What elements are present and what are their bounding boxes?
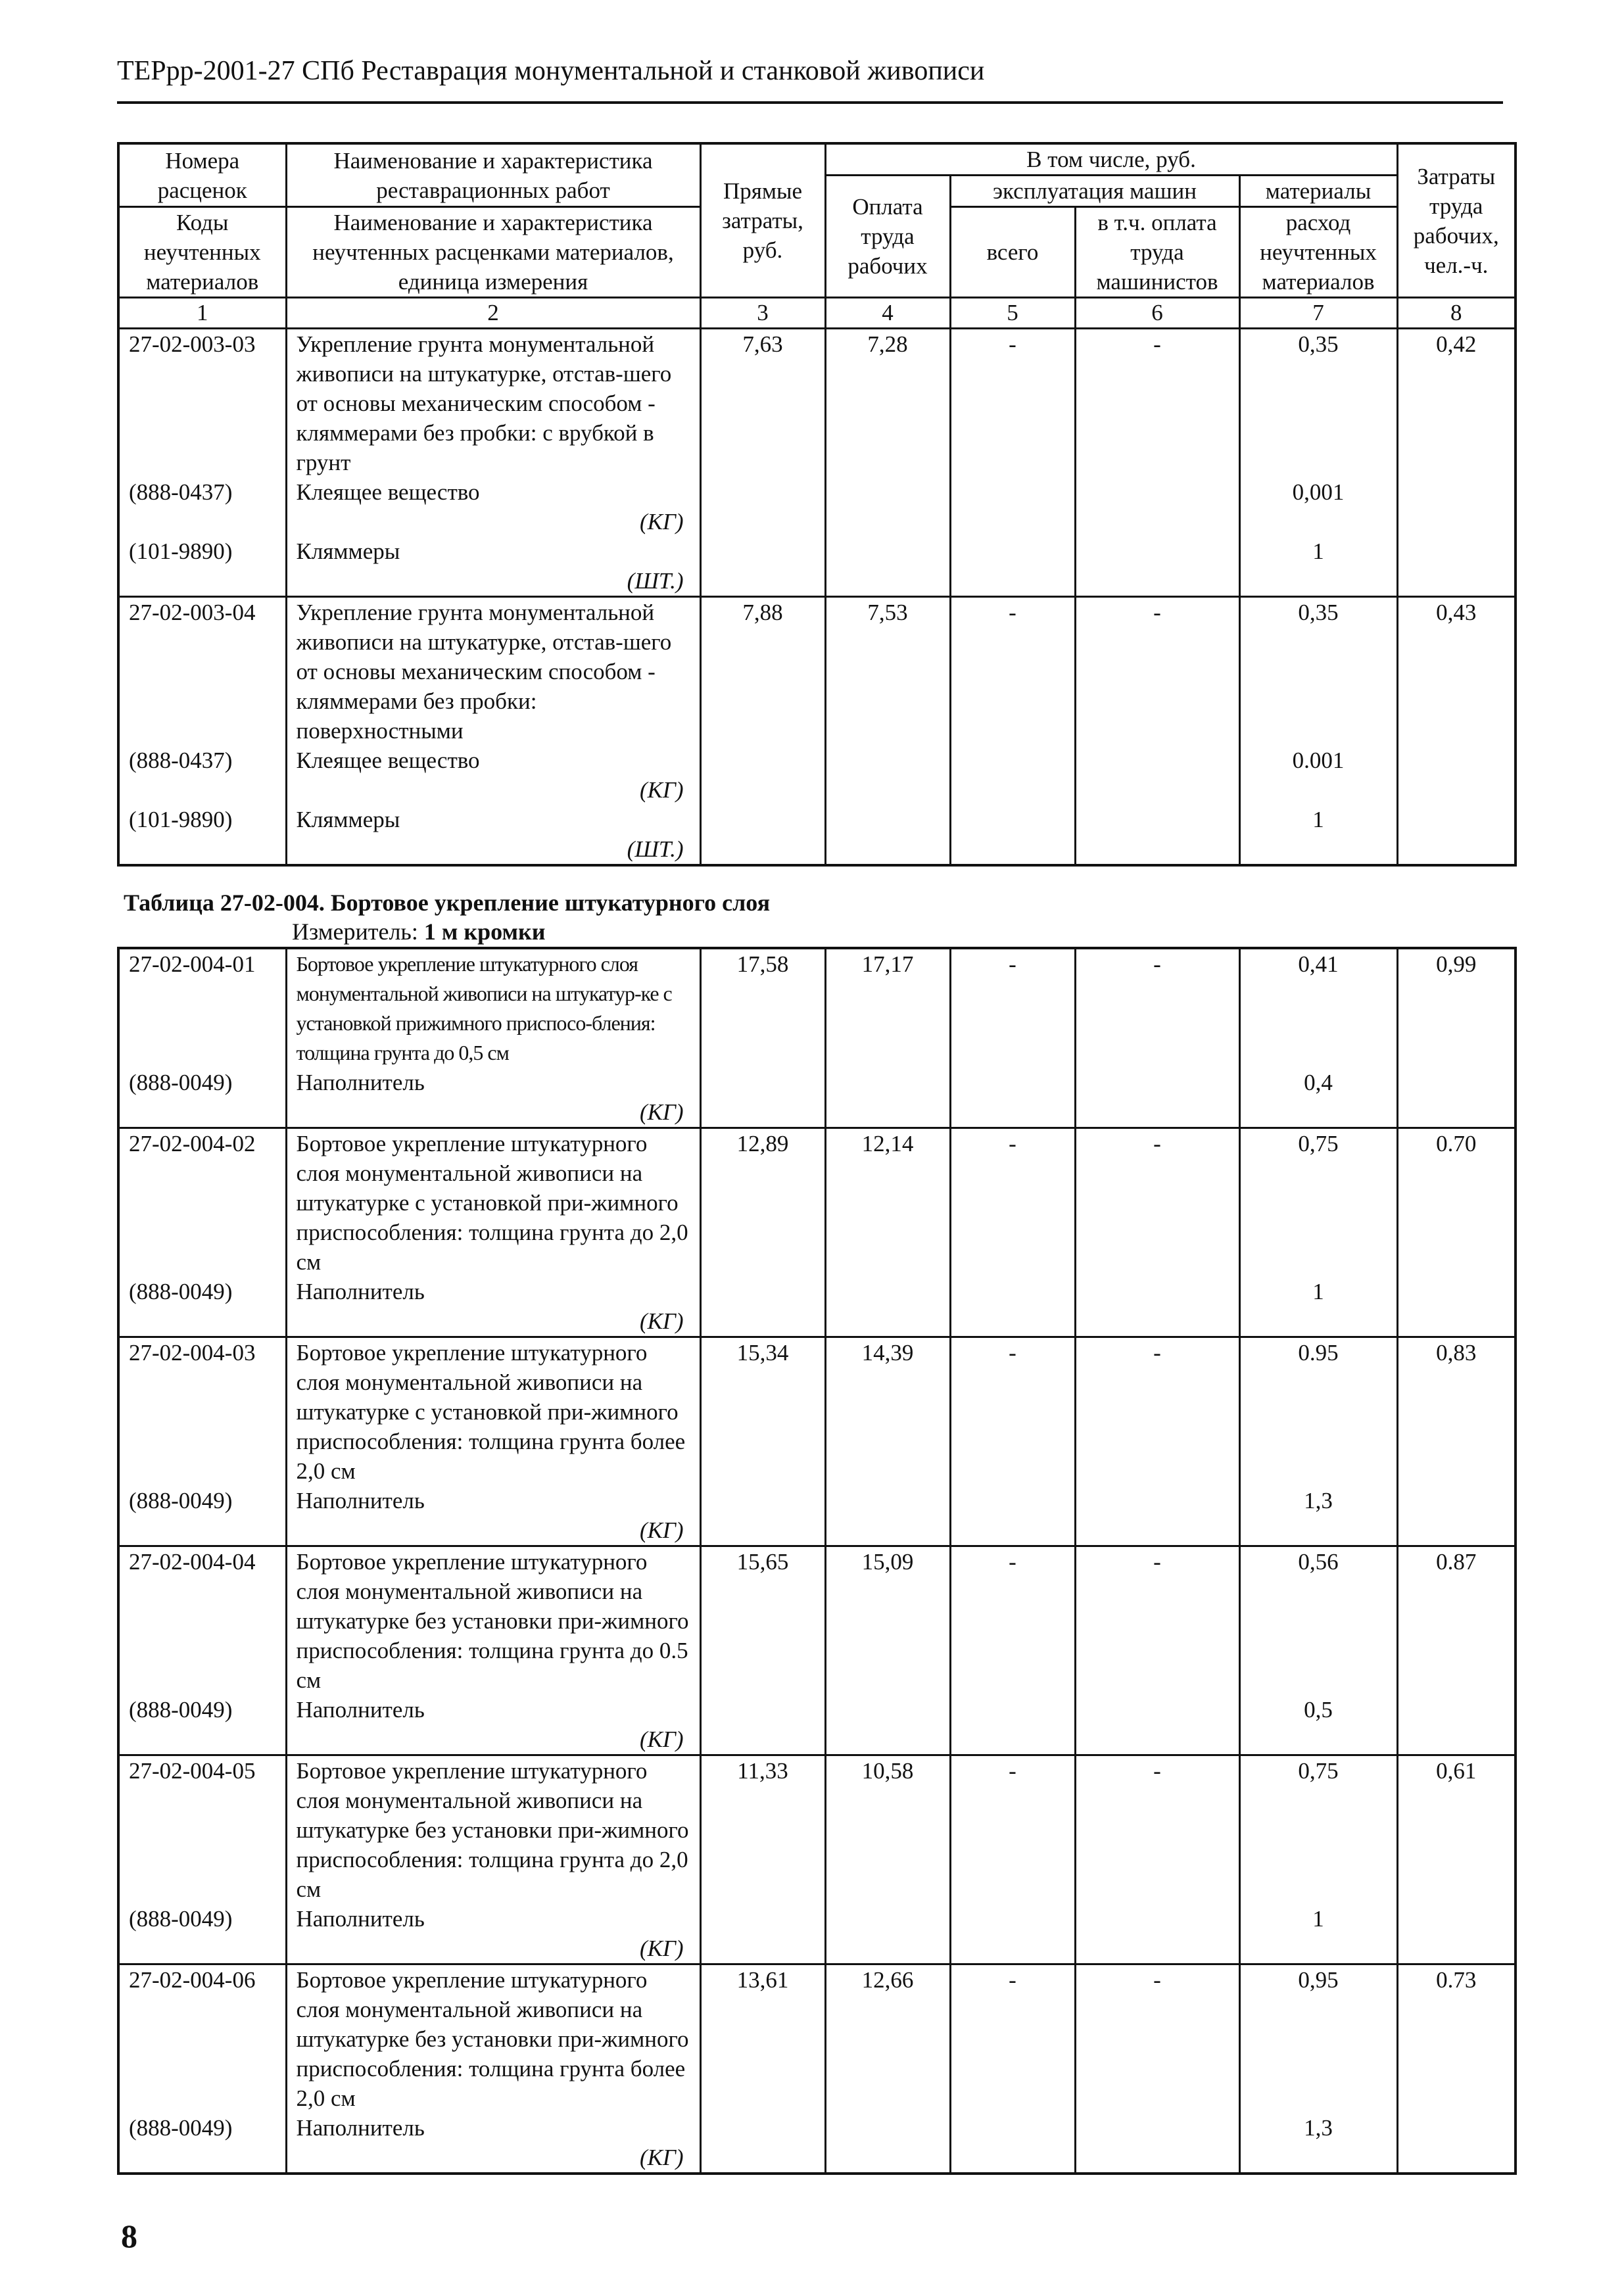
- rate-code: 27-02-004-03: [118, 1337, 286, 1487]
- labor-hours: 0.73: [1397, 1964, 1516, 2114]
- table2-title: Таблица 27-02-004. Бортовое укрепление штукатурного слоя: [124, 890, 771, 916]
- material-code: (888-0049): [118, 1695, 286, 1755]
- empty-cell: [1075, 746, 1239, 805]
- material-name: Кляммеры: [296, 538, 400, 564]
- material-qty: 1,3: [1239, 1486, 1397, 1546]
- materials-cost: 0,95: [1239, 1964, 1397, 2114]
- material-code: (888-0437): [118, 477, 286, 536]
- col-group-including: В том числе, руб.: [825, 143, 1397, 176]
- empty-cell: [1075, 1904, 1239, 1964]
- empty-cell: [950, 746, 1075, 805]
- rate-description: Бортовое укрепление штукатурного слоя монументальной живописи на штукатурке с установкой при-жимного приспособления: толщина грунта более 2,0 см: [286, 1337, 700, 1487]
- col-machines-total: всего: [950, 207, 1075, 298]
- labor-hours: 0,61: [1397, 1755, 1516, 1905]
- material-row: [118, 1277, 1516, 1337]
- rate-description: Бортовое укрепление штукатурного слоя монументальной живописи на штукатурке без установки при-жимного приспособления: толщина грунта до 2,0 см: [286, 1755, 700, 1905]
- rate-code: 27-02-004-05: [118, 1755, 286, 1905]
- material-code: (101-9890): [118, 805, 286, 865]
- empty-cell: [950, 1068, 1075, 1128]
- material-row: [118, 1695, 1516, 1755]
- measure-value: 1 м кромки: [423, 918, 546, 945]
- direct-costs: 7,63: [700, 329, 825, 478]
- col-materials: материалы: [1239, 176, 1397, 207]
- empty-cell: [700, 477, 825, 536]
- empty-cell: [1075, 477, 1239, 536]
- labor-hours: 0,43: [1397, 597, 1516, 746]
- col-direct-costs: Прямые затраты, руб.: [700, 143, 825, 298]
- material-name: Наполнитель: [296, 1697, 425, 1723]
- table1-body: [118, 329, 1516, 866]
- col-labor-hours: Затраты труда рабочих, чел.-ч.: [1397, 143, 1516, 298]
- materials-cost: 0,56: [1239, 1546, 1397, 1696]
- empty-cell: [700, 1277, 825, 1337]
- empty-cell: [1397, 746, 1516, 805]
- material-name-cell: [286, 1277, 700, 1337]
- rates-table: [117, 142, 1517, 867]
- worker-pay: 15,09: [825, 1546, 950, 1696]
- table2-measure: [292, 916, 545, 947]
- machinist-pay: -: [1075, 1546, 1239, 1696]
- empty-cell: [825, 1277, 950, 1337]
- labor-hours: 0,83: [1397, 1337, 1516, 1487]
- machines-total: -: [950, 1755, 1075, 1905]
- material-name-cell: [286, 1904, 700, 1964]
- machines-total: -: [950, 1546, 1075, 1696]
- machinist-pay: -: [1075, 1337, 1239, 1487]
- empty-cell: [825, 1486, 950, 1546]
- material-code: (888-0049): [118, 1277, 286, 1337]
- empty-cell: [700, 805, 825, 865]
- material-unit: (КГ): [640, 1099, 684, 1125]
- empty-cell: [950, 1695, 1075, 1755]
- rate-code: 27-02-004-02: [118, 1128, 286, 1277]
- material-name: Клеящее вещество: [296, 479, 480, 505]
- rate-row: [118, 1755, 1516, 1905]
- page-header-title: ТЕРрр-2001-27 СПб Реставрация монументальной и станковой живописи: [117, 56, 985, 86]
- material-unit: (КГ): [640, 1517, 684, 1543]
- col-number: 3: [700, 298, 825, 329]
- empty-cell: [825, 477, 950, 536]
- empty-cell: [825, 1695, 950, 1755]
- material-name-cell: [286, 2113, 700, 2174]
- rate-description: Бортовое укрепление штукатурного слоя монументальной живописи на штукатурке с установкой при-жимного приспособления: толщина грунта до 2,0 см: [286, 1128, 700, 1277]
- col-material-names: Наименование и характеристика неучтенных расценками материалов, единица измерения: [286, 207, 700, 298]
- rates-table-2: [117, 947, 1517, 2175]
- material-unit: (КГ): [640, 1726, 684, 1752]
- empty-cell: [1075, 536, 1239, 597]
- material-qty: 0,001: [1239, 477, 1397, 536]
- empty-cell: [1397, 1486, 1516, 1546]
- rate-description: Бортовое укрепление штукатурного слоя монументальной живописи на штукатурке без установки при-жимного приспособления: толщина грунта до 0.5 см: [286, 1546, 700, 1696]
- col-worker-pay: Оплата труда рабочих: [825, 176, 950, 298]
- empty-cell: [950, 1277, 1075, 1337]
- empty-cell: [1075, 1277, 1239, 1337]
- material-unit: (КГ): [640, 777, 684, 803]
- material-row: [118, 477, 1516, 536]
- empty-cell: [825, 805, 950, 865]
- machinist-pay: -: [1075, 1964, 1239, 2114]
- material-unit: (КГ): [640, 2145, 684, 2170]
- materials-cost: 0,35: [1239, 597, 1397, 746]
- col-work-name: Наименование и характеристика реставрационных работ: [286, 143, 700, 207]
- rate-row: [118, 1546, 1516, 1696]
- col-number: 4: [825, 298, 950, 329]
- material-qty: 0,5: [1239, 1695, 1397, 1755]
- header-rule: [117, 101, 1503, 104]
- material-name: Наполнитель: [296, 2115, 425, 2141]
- empty-cell: [1075, 1068, 1239, 1128]
- material-code: (101-9890): [118, 536, 286, 597]
- rate-row: [118, 1964, 1516, 2114]
- material-code: (888-0049): [118, 2113, 286, 2174]
- material-row: [118, 2113, 1516, 2174]
- machines-total: -: [950, 329, 1075, 478]
- empty-cell: [1397, 536, 1516, 597]
- empty-cell: [950, 536, 1075, 597]
- col-number: 5: [950, 298, 1075, 329]
- measure-label: Измеритель:: [292, 918, 418, 945]
- material-row: [118, 1486, 1516, 1546]
- col-number: 8: [1397, 298, 1516, 329]
- material-row: [118, 805, 1516, 865]
- material-name-cell: [286, 1068, 700, 1128]
- worker-pay: 7,53: [825, 597, 950, 746]
- empty-cell: [700, 1904, 825, 1964]
- material-row: [118, 1068, 1516, 1128]
- col-number: 6: [1075, 298, 1239, 329]
- rate-row: [118, 948, 1516, 1068]
- empty-cell: [1397, 2113, 1516, 2174]
- empty-cell: [1397, 1904, 1516, 1964]
- empty-cell: [700, 1068, 825, 1128]
- direct-costs: 13,61: [700, 1964, 825, 2114]
- material-name-cell: [286, 805, 700, 865]
- material-code: (888-0049): [118, 1904, 286, 1964]
- worker-pay: 12,66: [825, 1964, 950, 2114]
- col-number: 7: [1239, 298, 1397, 329]
- materials-cost: 0,75: [1239, 1755, 1397, 1905]
- material-unit: (КГ): [640, 509, 684, 535]
- machinist-pay: -: [1075, 597, 1239, 746]
- material-qty: 1: [1239, 1277, 1397, 1337]
- rate-row: [118, 1128, 1516, 1277]
- col-number: 2: [286, 298, 700, 329]
- material-qty: 1,3: [1239, 2113, 1397, 2174]
- material-qty: 1: [1239, 805, 1397, 865]
- material-code: (888-0049): [118, 1486, 286, 1546]
- col-machinist-pay: в т.ч. оплата труда машинистов: [1075, 207, 1239, 298]
- machinist-pay: -: [1075, 948, 1239, 1068]
- material-unit: (ШТ.): [627, 568, 684, 594]
- rate-description: Бортовое укрепление штукатурного слоя монументальной живописи на штукатур-ке с установкой прижимного приспосо-бления: толщина грунта до 0,5 см: [286, 948, 700, 1068]
- material-name-cell: [286, 536, 700, 597]
- direct-costs: 17,58: [700, 948, 825, 1068]
- empty-cell: [1397, 1695, 1516, 1755]
- labor-hours: 0.87: [1397, 1546, 1516, 1696]
- direct-costs: 15,65: [700, 1546, 825, 1696]
- empty-cell: [700, 536, 825, 597]
- empty-cell: [825, 536, 950, 597]
- material-unit: (ШТ.): [627, 836, 684, 862]
- rate-code: 27-02-004-06: [118, 1964, 286, 2114]
- table-header: [118, 143, 1516, 329]
- worker-pay: 10,58: [825, 1755, 950, 1905]
- worker-pay: 12,14: [825, 1128, 950, 1277]
- rate-code: 27-02-003-03: [118, 329, 286, 478]
- empty-cell: [1397, 805, 1516, 865]
- machinist-pay: -: [1075, 1755, 1239, 1905]
- empty-cell: [1075, 1695, 1239, 1755]
- col-machines: эксплуатация машин: [950, 176, 1239, 207]
- direct-costs: 15,34: [700, 1337, 825, 1487]
- material-row: [118, 746, 1516, 805]
- material-unit: (КГ): [640, 1308, 684, 1334]
- material-name: Клеящее вещество: [296, 748, 480, 773]
- material-row: [118, 536, 1516, 597]
- material-name-cell: [286, 746, 700, 805]
- empty-cell: [700, 1695, 825, 1755]
- rate-row: [118, 329, 1516, 478]
- empty-cell: [950, 477, 1075, 536]
- labor-hours: 0.70: [1397, 1128, 1516, 1277]
- empty-cell: [1397, 1068, 1516, 1128]
- material-name-cell: [286, 1695, 700, 1755]
- table2-body: [118, 948, 1516, 2174]
- material-name: Наполнитель: [296, 1279, 425, 1304]
- material-qty: 0.001: [1239, 746, 1397, 805]
- empty-cell: [825, 1904, 950, 1964]
- rate-code: 27-02-003-04: [118, 597, 286, 746]
- empty-cell: [700, 2113, 825, 2174]
- empty-cell: [950, 805, 1075, 865]
- labor-hours: 0,42: [1397, 329, 1516, 478]
- material-qty: 0,4: [1239, 1068, 1397, 1128]
- material-name: Наполнитель: [296, 1070, 425, 1095]
- material-code: (888-0049): [118, 1068, 286, 1128]
- materials-cost: 0,75: [1239, 1128, 1397, 1277]
- empty-cell: [1075, 1486, 1239, 1546]
- direct-costs: 11,33: [700, 1755, 825, 1905]
- empty-cell: [1075, 805, 1239, 865]
- machinist-pay: -: [1075, 1128, 1239, 1277]
- materials-cost: 0,41: [1239, 948, 1397, 1068]
- rate-description: Бортовое укрепление штукатурного слоя монументальной живописи на штукатурке без установки при-жимного приспособления: толщина грунта более 2,0 см: [286, 1964, 700, 2114]
- direct-costs: 7,88: [700, 597, 825, 746]
- material-name-cell: [286, 477, 700, 536]
- materials-cost: 0.95: [1239, 1337, 1397, 1487]
- empty-cell: [825, 1068, 950, 1128]
- materials-cost: 0,35: [1239, 329, 1397, 478]
- col-material-codes: Коды неучтенных материалов: [118, 207, 286, 298]
- col-rate-numbers: Номера расценок: [118, 143, 286, 207]
- page-number: 8: [121, 2218, 137, 2254]
- material-qty: 1: [1239, 1904, 1397, 1964]
- rate-code: 27-02-004-01: [118, 948, 286, 1068]
- empty-cell: [700, 746, 825, 805]
- direct-costs: 12,89: [700, 1128, 825, 1277]
- material-name: Кляммеры: [296, 807, 400, 832]
- empty-cell: [1075, 2113, 1239, 2174]
- material-qty: 1: [1239, 536, 1397, 597]
- machines-total: -: [950, 1128, 1075, 1277]
- machines-total: -: [950, 948, 1075, 1068]
- worker-pay: 17,17: [825, 948, 950, 1068]
- empty-cell: [950, 1486, 1075, 1546]
- rate-row: [118, 597, 1516, 746]
- empty-cell: [1397, 1277, 1516, 1337]
- machines-total: -: [950, 1964, 1075, 2114]
- rate-row: [118, 1337, 1516, 1487]
- rate-description: Укрепление грунта монументальной живописи на штукатурке, отстав-шего от основы механическим способом - кляммерами без пробки: поверхностными: [286, 597, 700, 746]
- empty-cell: [700, 1486, 825, 1546]
- col-material-consumption: расход неучтенных материалов: [1239, 207, 1397, 298]
- labor-hours: 0,99: [1397, 948, 1516, 1068]
- material-name: Наполнитель: [296, 1906, 425, 1932]
- worker-pay: 14,39: [825, 1337, 950, 1487]
- material-row: [118, 1904, 1516, 1964]
- empty-cell: [1397, 477, 1516, 536]
- material-name: Наполнитель: [296, 1488, 425, 1513]
- material-unit: (КГ): [640, 1936, 684, 1961]
- worker-pay: 7,28: [825, 329, 950, 478]
- machines-total: -: [950, 597, 1075, 746]
- empty-cell: [950, 1904, 1075, 1964]
- empty-cell: [950, 2113, 1075, 2174]
- col-number: 1: [118, 298, 286, 329]
- rate-description: Укрепление грунта монументальной живописи на штукатурке, отстав-шего от основы механическим способом - кляммерами без пробки: с врубкой в грунт: [286, 329, 700, 478]
- empty-cell: [825, 746, 950, 805]
- machinist-pay: -: [1075, 329, 1239, 478]
- empty-cell: [825, 2113, 950, 2174]
- material-name-cell: [286, 1486, 700, 1546]
- material-code: (888-0437): [118, 746, 286, 805]
- machines-total: -: [950, 1337, 1075, 1487]
- rate-code: 27-02-004-04: [118, 1546, 286, 1696]
